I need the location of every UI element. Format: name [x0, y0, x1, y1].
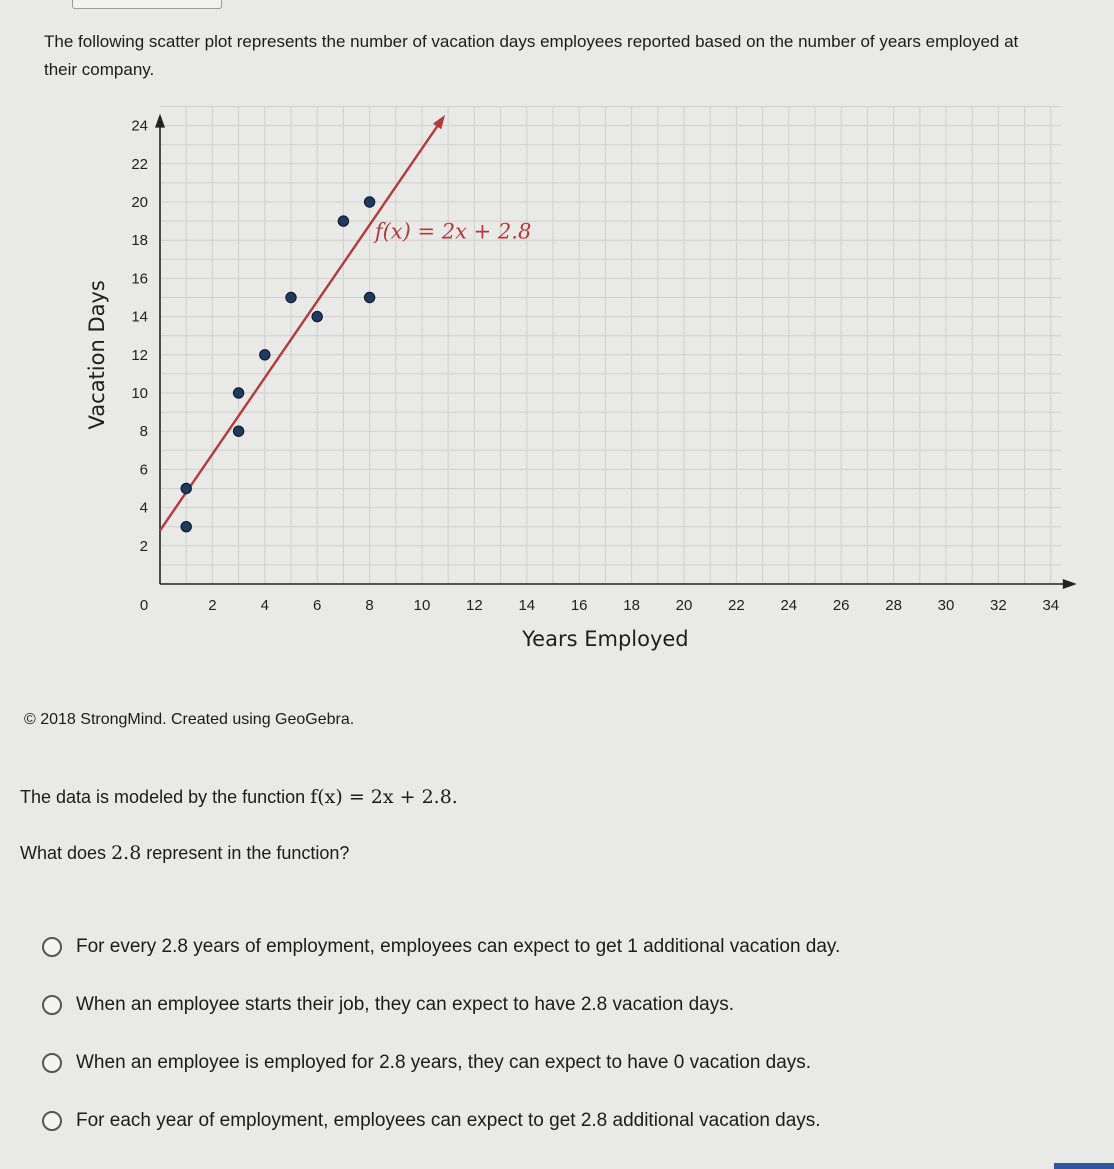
- y-tick-label: 2: [139, 537, 148, 555]
- x-tick-label: 10: [413, 597, 431, 614]
- y-tick-label: 6: [139, 461, 148, 479]
- chart-points: [181, 197, 375, 532]
- y-tick-label: 24: [131, 117, 148, 135]
- data-point: [233, 426, 243, 436]
- answer-option-4[interactable]: [42, 1092, 1042, 1150]
- y-tick-label: 18: [131, 232, 148, 250]
- model-statement: [20, 786, 458, 808]
- x-tick-label: 14: [518, 597, 536, 614]
- x-tick-label: 20: [675, 597, 693, 614]
- data-point: [233, 388, 243, 398]
- origin-tick-label: 0: [139, 597, 149, 614]
- chart-grid: [160, 107, 1061, 585]
- x-tick-label: 30: [937, 597, 955, 614]
- model-function: f(x) = 2x + 2.8.: [310, 786, 458, 808]
- x-tick-label: 32: [990, 597, 1007, 614]
- chart-svg: [70, 92, 1080, 662]
- x-tick-label: 6: [313, 597, 322, 614]
- answer-options: [42, 918, 1042, 1150]
- question-number: 2.8: [111, 842, 142, 864]
- x-tick-label: 24: [780, 597, 798, 614]
- question-suffix: represent in the function?: [146, 843, 350, 863]
- y-tick-label: 12: [131, 346, 148, 364]
- model-prefix: The data is modeled by the function: [20, 787, 306, 807]
- x-tick-label: 8: [365, 597, 374, 614]
- chart-axes: [155, 114, 1077, 589]
- data-point: [364, 197, 374, 207]
- y-tick-label: 10: [131, 385, 148, 402]
- option-text: When an employee starts their job, they can expect to have 2.8 vacation days.: [76, 994, 734, 1015]
- regression-line-arrow: [433, 115, 445, 129]
- answer-option-3[interactable]: [42, 1034, 1042, 1092]
- x-tick-label: 4: [260, 597, 269, 614]
- radio-button[interactable]: [42, 1053, 62, 1073]
- data-point: [181, 483, 191, 493]
- data-point: [286, 292, 296, 302]
- data-point: [338, 216, 348, 226]
- function-label: f(x) = 2x + 2.8: [374, 219, 532, 244]
- x-axis-label: Years Employed: [522, 627, 689, 651]
- intro-text: The following scatter plot represents the number of vacation days employees reported based on the number of years employed at their company.: [44, 32, 1019, 79]
- y-tick-label: 4: [139, 499, 148, 517]
- data-point: [364, 292, 374, 302]
- x-tick-label: 34: [1042, 597, 1060, 614]
- data-point: [260, 350, 270, 360]
- data-point: [181, 522, 191, 532]
- x-tick-label: 2: [208, 597, 217, 614]
- y-axis-label: Vacation Days: [85, 280, 109, 430]
- x-tick-label: 28: [885, 597, 902, 614]
- x-tick-label: 22: [728, 597, 745, 614]
- question-prefix: What does: [20, 843, 107, 863]
- y-axis-arrow: [155, 114, 165, 128]
- x-tick-label: 12: [466, 597, 483, 614]
- y-tick-label: 8: [139, 423, 148, 441]
- x-tick-label: 18: [623, 597, 640, 614]
- radio-button[interactable]: [42, 937, 62, 957]
- question-text: [20, 842, 349, 864]
- radio-button[interactable]: [42, 995, 62, 1015]
- y-tick-label: 22: [131, 155, 148, 173]
- answer-option-1[interactable]: [42, 918, 1042, 976]
- data-point: [312, 311, 322, 321]
- x-tick-label: 26: [832, 597, 850, 614]
- y-tick-label: 20: [131, 194, 148, 211]
- x-tick-label: 16: [570, 597, 588, 614]
- option-text: For each year of employment, employees can expect to get 2.8 additional vacation days.: [76, 1110, 821, 1131]
- bottom-bar: [1054, 1163, 1114, 1169]
- answer-option-2[interactable]: [42, 976, 1042, 1034]
- x-axis-arrow: [1063, 579, 1077, 589]
- option-text: For every 2.8 years of employment, employees can expect to get 1 additional vacation day.: [76, 936, 841, 957]
- y-tick-label: 16: [131, 270, 148, 288]
- top-tab: [72, 0, 222, 9]
- credit-text: © 2018 StrongMind. Created using GeoGebra.: [24, 711, 355, 728]
- scatter-chart: [70, 92, 1080, 662]
- option-text: When an employee is employed for 2.8 years, they can expect to have 0 vacation days.: [76, 1052, 812, 1073]
- chart-fit-line: [160, 115, 445, 531]
- radio-button[interactable]: [42, 1111, 62, 1131]
- y-tick-label: 14: [131, 308, 148, 326]
